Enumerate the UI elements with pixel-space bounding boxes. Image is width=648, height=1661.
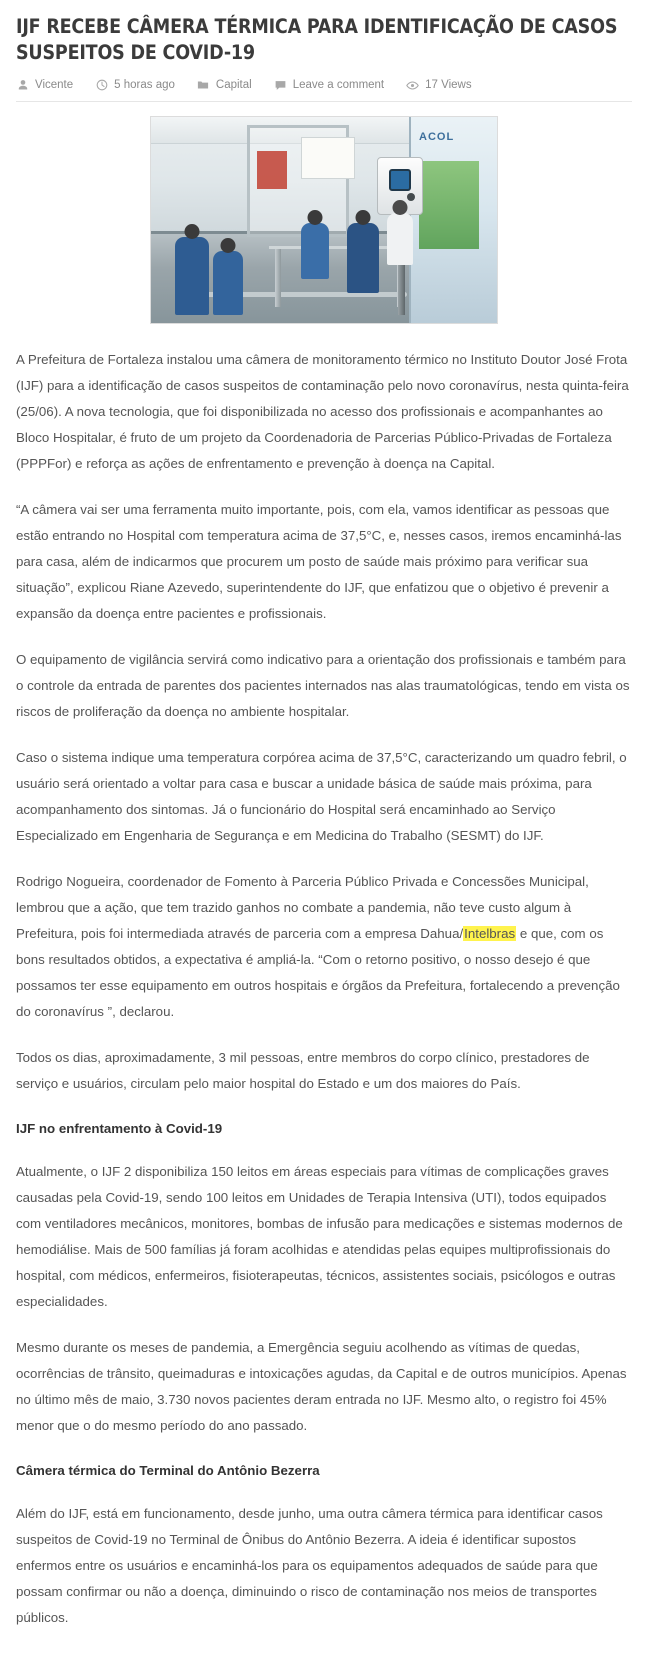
paragraph: O equipamento de vigilância servirá como indicativo para a orientação dos profissionais e também para o controle da entrada de parentes dos pacientes internados nas alas traumatológicas, tendo em vista os riscos de proliferação da doença no ambiente hospitalar. <box>16 652 630 719</box>
eye-icon <box>406 79 419 92</box>
meta-category-link[interactable]: Capital <box>215 79 252 91</box>
paragraph: Caso o sistema indique uma temperatura corpórea acima de 37,5°C, caracterizando um quadro febril, o usuário será orientado a voltar para casa e buscar a unidade básica de saúde mais próxima, para acompanhamento dos sintomas. Já o funcionário do Hospital será encaminhado ao Serviço Especializado em Engenharia de Segurança e em Medicina do Trabalho (SESMT) do IJF. <box>16 750 627 843</box>
article-meta-bar <box>16 78 632 102</box>
folder-icon <box>197 79 210 92</box>
page-title: IJF RECEBE CÂMERA TÉRMICA PARA IDENTIFICAÇÃO DE CASOS SUSPEITOS DE COVID-19 <box>16 15 618 64</box>
section-heading: Câmera térmica do Terminal do Antônio Bezerra <box>16 1463 320 1478</box>
paragraph: A Prefeitura de Fortaleza instalou uma câmera de monitoramento térmico no Instituto Doutor José Frota (IJF) para a identificação de casos suspeitos de contaminação pelo novo coronavírus, nesta quinta-feira (25/06). A nova tecnologia, que foi disponibilizada no acesso dos profissionais e acompanhantes ao Bloco Hospitalar, é fruto de um projeto da Coordenadoria de Parcerias Público-Privadas de Fortaleza (PPPFor) e reforça as ações de enfrentamento e prevenção à doença na Capital. <box>16 352 629 471</box>
section-heading: IJF no enfrentamento à Covid-19 <box>16 1121 223 1136</box>
paragraph: Atualmente, o IJF 2 disponibiliza 150 leitos em áreas especiais para vítimas de complicações graves causadas pela Covid-19, sendo 100 leitos em Unidades de Terapia Intensiva (UTI), todos equipados com ventiladores mecânicos, monitores, bombas de infusão para medicações e sistemas modernos de hemodiálise. Mais de 500 famílias já foram acolhidas e atendidas pelas equipes multiprofissionais do hospital, com médicos, enfermeiros, fisioterapeutas, técnicos, assistentes sociais, psicólogos e outras especialidades. <box>16 1164 623 1309</box>
paragraph: Mesmo durante os meses de pandemia, a Emergência seguiu acolhendo as vítimas de quedas, ocorrências de trânsito, queimaduras e intoxicações agudas, da Capital e de outros municípios. Apenas no último mês de maio, 3.730 novos pacientes deram entrada no IJF. Mesmo alto, o registro foi 45% menor que o do mesmo período do ano passado. <box>16 1340 627 1433</box>
meta-comments <box>274 78 384 92</box>
paragraph: Todos os dias, aproximadamente, 3 mil pessoas, entre membros do corpo clínico, prestadores de serviço e usuários, circulam pelo maior hospital do Estado e um dos maiores do País. <box>16 1050 590 1091</box>
meta-time-text: 5 horas ago <box>114 79 175 91</box>
paragraph-text-after: e que, com os bons resultados obtidos, a expectativa é ampliá-la. “Com o retorno positivo, o nosso desejo é que possamos ter esse equipamento em outros hospitais e órgãos da Prefeitura, fortalecendo a prevenção do coronavírus ”, declarou. <box>16 926 620 1019</box>
meta-time <box>95 78 175 92</box>
paragraph-text-before: Rodrigo Nogueira, coordenador de Fomento à Parceria Público Privada e Concessões Municipal, lembrou que a ação, que tem trazido ganhos no combate a pandemia, não teve custo algum à Prefeitura, pois foi intermediada através de parceria com a empresa Dahua/ <box>16 874 589 941</box>
clock-icon <box>95 79 108 92</box>
meta-comments-link[interactable]: Leave a comment <box>292 79 385 91</box>
photo-sign-text: ACOL <box>419 131 455 143</box>
paragraph: “A câmera vai ser uma ferramenta muito importante, pois, com ela, vamos identificar as pessoas que estão entrando no Hospital com temperatura acima de 37,5°C, e, nesses casos, iremos encaminhá-las para casa, além de indicarmos que procurem um posto de saúde mais próximo para verificar sua situação”, explicou Riane Azevedo, superintendente do IJF, que enfatizou que o objetivo é prevenir a expansão da doença entre pacientes e profissionais. <box>16 502 622 621</box>
comment-icon <box>274 79 287 92</box>
meta-author <box>16 78 73 92</box>
meta-views <box>406 78 471 92</box>
highlighted-term: Intelbras <box>464 926 516 941</box>
meta-views-text: 17 Views <box>425 79 472 91</box>
paragraph-with-highlight <box>16 869 632 1025</box>
meta-author-link[interactable]: Vicente <box>35 79 74 91</box>
user-icon <box>16 79 29 92</box>
article-figure <box>16 116 632 329</box>
paragraph: Além do IJF, está em funcionamento, desde junho, uma outra câmera térmica para identificar casos suspeitos de Covid-19 no Terminal de Ônibus do Antônio Bezerra. A ideia é identificar supostos enfermos entre os usuários e encaminhá-los para os equipamentos adequados de saúde para que possam confirmar ou não a doença, diminuindo o risco de contaminação nos meios de transportes públicos. <box>16 1506 603 1625</box>
hospital-thermal-camera-photo <box>150 116 498 324</box>
meta-category <box>197 78 252 92</box>
